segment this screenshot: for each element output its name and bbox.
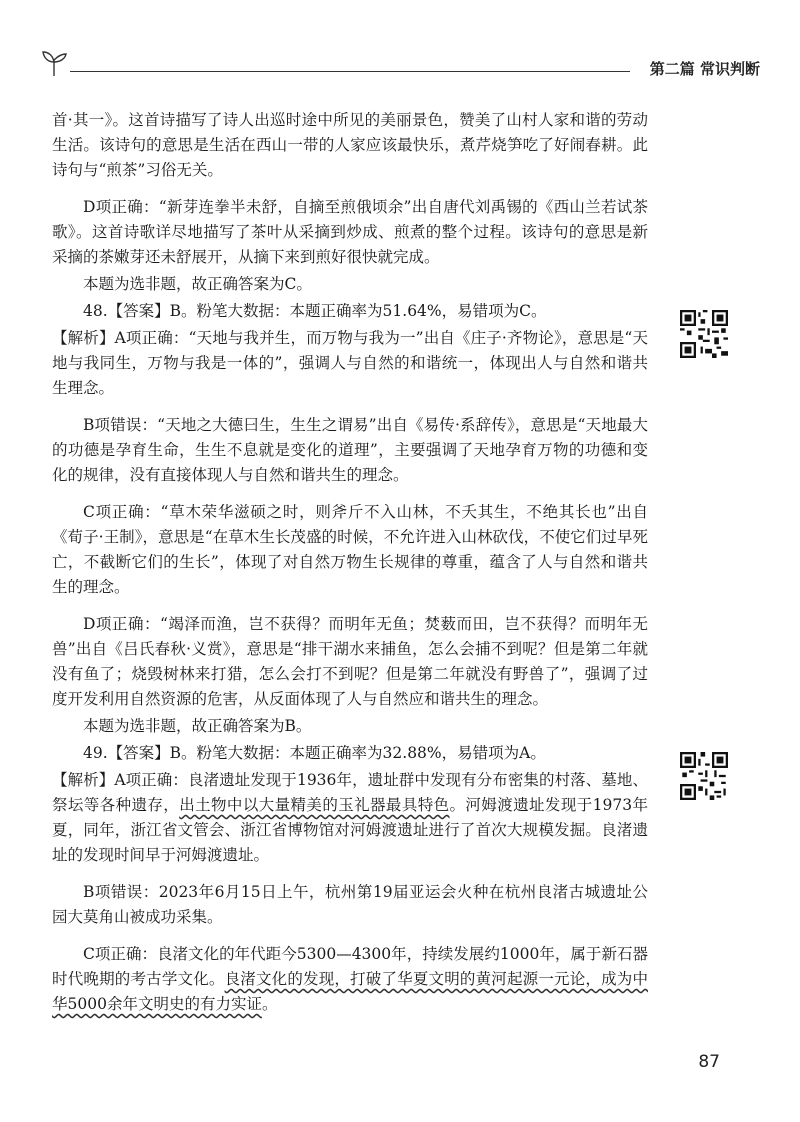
paragraph [52, 942, 648, 1017]
paragraph: 本题为选非题，故正确答案为C。 [83, 275, 312, 293]
running-header [40, 48, 760, 88]
header-rule [70, 71, 630, 72]
qr-code-icon [680, 310, 728, 358]
sprout-icon [40, 48, 68, 78]
page-body [52, 108, 648, 1019]
page-number: 87 [698, 1052, 720, 1072]
paragraph: C项正确：“草木荣华滋硕之时，则斧斤不入山林，不夭其生，不绝其长也”出自《荀子·王制》，意思是“在草木生长茂盛的时候，不允许进入山林砍伐，不使它们过早死亡，不截断它们的生长”，体现了对自然万物生长规律的尊重，蕴含了人与自然和谐共生的理念。 [52, 503, 648, 596]
highlighted-text: 出土物中以大量精美的玉礼器最具特色 [179, 796, 450, 814]
text-run: 。 [261, 995, 278, 1013]
paragraph [52, 768, 648, 868]
text-run: C项正确：良渚文化的年代距今5300—4300年，持续发展约1000年，属于新石器时代晚期的考古学文化。 [52, 945, 648, 988]
answer-line: 49.【答案】B。粉笔大数据：本题正确率为32.88%，易错项为A。 [83, 744, 546, 762]
paragraph: 【解析】A项正确：“天地与我并生，而万物与我为一”出自《庄子·齐物论》，意思是“天地与我同生，万物与我是一体的”，强调人与自然的和谐统一，体现出人与自然和谐共生理念。 [52, 329, 648, 397]
paragraph: B项错误：“天地之大德曰生，生生之谓易”出自《易传·系辞传》，意思是“天地最大的功德是孕育生命，生生不息就是变化的道理”，主要强调了天地孕育万物的功德和变化的规律，没有直接体现人与自然和谐共生的理念。 [52, 416, 648, 484]
paragraph: 本题为选非题，故正确答案为B。 [83, 717, 312, 735]
qr-code-icon [680, 752, 728, 800]
text-run: 。河姆渡遗址发现于1973年夏，同年，浙江省文管会、浙江省博物馆对河姆渡遗址进行了首次大规模发掘。良渚遗址的发现时间早于河姆渡遗址。 [52, 796, 648, 864]
paragraph: D项正确：“新芽连拳半未舒，自摘至煎俄顷余”出自唐代刘禹锡的《西山兰若试茶歌》。这首诗歌详尽地描写了茶叶从采摘到炒成、煎煮的整个过程。该诗句的意思是新采摘的茶嫩芽还未舒展开，从摘下来到煎好很快就完成。 [52, 198, 648, 266]
section-title: 第二篇 常识判断 [649, 60, 760, 78]
paragraph: D项正确：“竭泽而渔，岂不获得？而明年无鱼；焚薮而田，岂不获得？而明年无兽”出自《吕氏春秋·义赏》，意思是“排干湖水来捕鱼，怎么会捕不到呢？但是第二年就没有鱼了；烧毁树林来打猎，怎么会打不到呢？但是第二年就没有野兽了”，强调了过度开发利用自然资源的危害，从反面体现了人与自然应和谐共生的理念。 [52, 615, 648, 708]
paragraph: B项错误：2023年6月15日上午，杭州第19届亚运会火种在杭州良渚古城遗址公园大莫角山被成功采集。 [52, 883, 648, 926]
text-run: 【解析】A项正确：良渚遗址发现于1936年，遗址群中发现有分布密集的村落、墓地、祭坛等各种遗存， [52, 771, 648, 814]
highlighted-text: 良渚文化的发现，打破了华夏文明的黄河起源一元论，成为中华5000余年文明史的有力实证 [52, 970, 648, 1013]
paragraph: 首·其一》。这首诗描写了诗人出巡时途中所见的美丽景色，赞美了山村人家和谐的劳动生活。该诗句的意思是生活在西山一带的人家应该最快乐，煮芹烧笋吃了好闹春耕。此诗句与“煎茶”习俗无关。 [52, 111, 648, 179]
answer-line: 48.【答案】B。粉笔大数据：本题正确率为51.64%，易错项为C。 [83, 302, 547, 320]
